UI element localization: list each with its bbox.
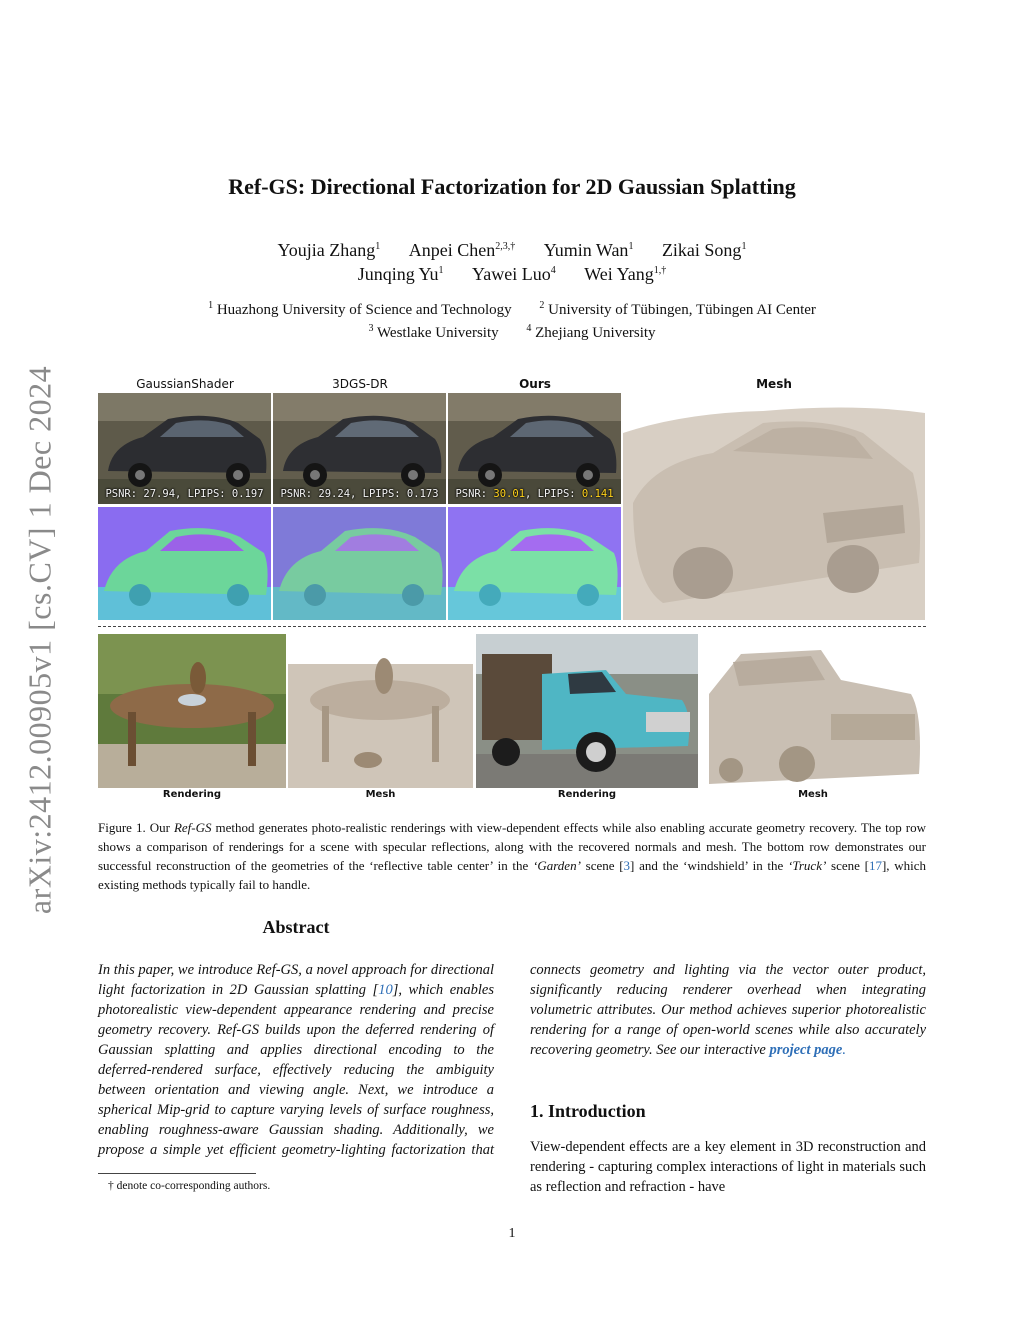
- normal-map-3dgs-dr: [273, 507, 446, 620]
- metrics-ours: PSNR: 30.01, LPIPS: 0.141: [455, 488, 614, 500]
- figure-caption: Figure 1. Our Ref-GS method generates photo-realistic renderings with view-dependent effects while also enabling accurate geometry recovery. The top row shows a comparison of renderings for a scene with specular reflections, along with the recovered normals and mesh. The bottom row demonstrates our successful reconstruction of the geometries of the ‘reflective table center’ in the ‘Garden’ scene [3] and the ‘windshield’ in the ‘Truck’ scene [17], which existing methods typically fail to handle.: [98, 820, 926, 892]
- bottom-label-mesh-1: Mesh: [365, 789, 396, 800]
- bottom-label-rendering-1: Rendering: [162, 789, 222, 800]
- introduction-body: View-dependent effects are a key element in 3D reconstruction and rendering - capturing complex interactions of light in materials such as reflection and refraction - have: [530, 1139, 926, 1195]
- figure-col-label-ours: Ours: [519, 377, 551, 391]
- author: Anpei Chen$^{2,3,\dagger}$: [408, 240, 516, 260]
- truck-mesh-image: [701, 634, 925, 788]
- figure-col-label-3dgs-dr: 3DGS-DR: [332, 377, 388, 391]
- introduction-heading: 1. Introduction: [530, 1101, 646, 1121]
- normal-map-image: [448, 507, 621, 620]
- truck-mesh: [701, 634, 925, 788]
- author: Zikai Song$^1$: [661, 240, 747, 260]
- car-mesh-render: [623, 393, 925, 620]
- affiliation: $^1$ Huazhong University of Science and Technology: [208, 300, 512, 318]
- abstract-body: In this paper, we introduce Ref-GS, a novel approach for directional light factorization in 2D Gaussian splatting [10], which enables photorealistic view-dependent appearance rendering and precise geometry recovery. Ref-GS builds upon the deferred rendering of Gaussian splatting and applies directional encoding to the deferred-rendered surface, effectively reducing the ambiguity between orientation and viewing angle. Next, we introduce a spherical Mip-grid to capture varying levels of surface roughness, enabling roughness-aware Gaussian shading. Additionally, we propose a simple yet efficient geometry-lighting factorization that connects geometry and lighting via the vector outer product, significantly reducing renderer overhead when integrating volumetric attributes. Our method achieves superior photorealistic rendering for a range of open-world scenes while also accurately recovering geometry. See our interactive project page.: [98, 962, 926, 1158]
- normal-map-gaussianshader: [98, 507, 271, 620]
- authors-line-1: [0, 240, 1024, 261]
- metrics-3dgs-dr: PSNR: 29.24, LPIPS: 0.173: [280, 488, 439, 500]
- car-rendering-3dgs-dr: [273, 393, 446, 504]
- metrics-gaussianshader: PSNR: 27.94, LPIPS: 0.197: [105, 488, 264, 500]
- author: Junqing Yu$^1$: [357, 264, 444, 284]
- truck-rendering: [476, 634, 698, 788]
- affiliations-line-1: [0, 300, 1024, 319]
- car-mesh-image: [623, 393, 925, 620]
- arxiv-identifier: arXiv:2412.00905v1 [cs.CV] 1 Dec 2024: [21, 365, 58, 915]
- abstract-heading: Abstract: [262, 917, 330, 937]
- figure-col-label-mesh: Mesh: [756, 377, 792, 391]
- garden-rendering-image: [98, 634, 286, 788]
- garden-rendering: [98, 634, 286, 788]
- paper-title: Ref-GS: Directional Factorization for 2D Gaussian Splatting: [228, 174, 796, 199]
- car-rendering-ours: [448, 393, 621, 504]
- author: Yawei Luo$^4$: [472, 264, 556, 284]
- bottom-label-mesh-2: Mesh: [798, 789, 828, 800]
- bottom-label-rendering-2: Rendering: [557, 789, 617, 800]
- garden-mesh: [288, 634, 473, 788]
- affiliation: $^3$ Westlake University: [368, 323, 499, 341]
- footnote-rule: [98, 1173, 256, 1174]
- author: Yumin Wan$^1$: [543, 240, 634, 260]
- figure-col-label-gaussianshader: GaussianShader: [136, 377, 234, 391]
- authors-line-2: [0, 264, 1024, 285]
- citation-link[interactable]: 3: [623, 858, 631, 873]
- project-page-link[interactable]: project page: [769, 1042, 843, 1058]
- author: Wei Yang$^{1,\dagger}$: [584, 264, 667, 284]
- citation-link[interactable]: 10: [378, 982, 393, 998]
- normal-map-ours: [448, 507, 621, 620]
- car-rendering-gaussianshader: [98, 393, 271, 504]
- affiliation: $^2$ University of Tübingen, Tübingen AI Center: [539, 300, 816, 318]
- garden-mesh-image: [288, 634, 473, 788]
- citation-link[interactable]: 17: [868, 858, 882, 873]
- normal-map-image: [98, 507, 271, 620]
- normal-map-image: [273, 507, 446, 620]
- truck-rendering-image: [476, 634, 698, 788]
- affiliation: $^4$ Zhejiang University: [526, 323, 656, 341]
- page-number: 1: [508, 1226, 516, 1241]
- footnote: † denote co-corresponding authors.: [108, 1180, 271, 1192]
- figure-dashed-divider: [98, 626, 926, 627]
- affiliations-line-2: [0, 323, 1024, 342]
- author: Youjia Zhang$^1$: [277, 240, 381, 260]
